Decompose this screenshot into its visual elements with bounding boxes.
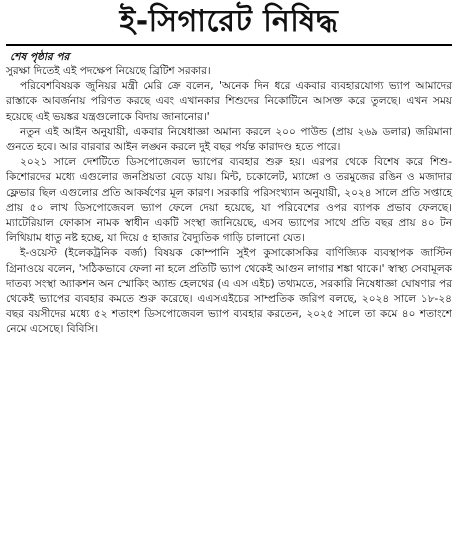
paragraph-1: সুরক্ষা দিতেই এই পদক্ষেপ নিয়েছে ব্রিটিশ সরকার। bbox=[6, 65, 211, 77]
paragraph-3: নতুন এই আইন অনুযায়ী, একবার নিষেধাজ্ঞা অমান্য করলে ২০০ পাউন্ড (প্রায় ২৬৯ ডলার) জরিমানা গুনতে হবে। আর বারবার আইন লঙ্ঘন করলে দুই বছর পর্যন্ত কারাদণ্ড হতে পারে। bbox=[6, 125, 452, 154]
paragraph-4: ২০২১ সালে দেশটিতে ডিসপোজেবল ভ্যাপের ব্যবহার শুরু হয়। এরপর থেকে বিশেষ করে শিশু-কিশোরদের মধ্যে এগুলোর জনপ্রিয়তা বেড়ে যায়। মিন্ট, চকোলেট, ম্যাঙ্গো ও তরমুজের রঙিন ও মজাদার ফ্লেভার ছিল এগুলোর প্রতি আকর্ষণের মূল কারণ। সরকারি পরিসংখ্যান অনুযায়ী, ২০২৪ সালে প্রতি সপ্তাহে প্রায় ৫০ লাখ ডিসপোজেবল ভ্যাপ ফেলে দেয়া হয়েছে, যা পরিবেশের ওপর ব্যাপক প্রভাব ফেলছে। ম্যাটেরিয়াল ফোকাস নামক স্বাধীন একটি সংস্থা জানিয়েছে, এসব ভ্যাপের সাথে প্রতি বছর প্রায় ৪০ টন লিথিয়াম ধাতু নষ্ট হচ্ছে, যা দিয়ে ৫ হাজার বৈদ্যুতিক গাড়ি চালানো যেত। bbox=[6, 156, 452, 245]
article-body bbox=[6, 64, 452, 338]
paragraph-5: ই-ওয়েস্ট (ইলেকট্রনিক বর্জ্য) বিষয়ক কোম্পানি সুইপ কুসাকোসকির বাণিজ্যিক ব্যবস্থাপক জাস্টিন গ্রিনাওয়ে বলেন, 'সঠিকভাবে ফেলা না হলে প্রতিটি ভ্যাপ থেকেই আগুন লাগার শঙ্কা থাকে।' স্বাস্থ্য সেবামূলক দাতব্য সংস্থা অ্যাকশন অন স্মোকিং অ্যান্ড হেলথের (এ এস এইচ) তথ্যমতে, সরকারি নিষেধাজ্ঞা ঘোষণার পর থেকেই ভ্যাপের ব্যবহার কমতে শুরু করেছে। এএসএইচের সাম্প্রতিক জরিপ বলছে, ২০২৪ সালে ১৮-২৪ বছর বয়সীদের মধ্যে ৫২ শতাংশ ডিসপোজেবল ভ্যাপ ব্যবহার করতেন, ২০২৫ সালে তা কমে ৪০ শতাংশে নেমে এসেছে। বিবিসি। bbox=[6, 247, 452, 336]
headline-divider bbox=[6, 44, 452, 46]
paragraph-2: পরিবেশবিষয়ক জুনিয়র মন্ত্রী মেরি ক্রে বলেন, 'অনেক দিন ধরে একবার ব্যবহারযোগ্য ভ্যাপ আমাদের রাস্তাকে আবর্জনায় পরিণত করছে এবং এখানকার শিশুদের নিকোটিনে আসক্ত করে তুলছে। এখন সময় হয়েছে এই ভয়ঙ্কর যন্ত্রগুলোকে বিদায় জানানোর।' bbox=[6, 80, 452, 123]
continued-from-label: শেষ পৃষ্ঠার পর bbox=[10, 51, 70, 63]
article-headline: ই-সিগারেট নিষিদ্ধ bbox=[119, 4, 339, 39]
